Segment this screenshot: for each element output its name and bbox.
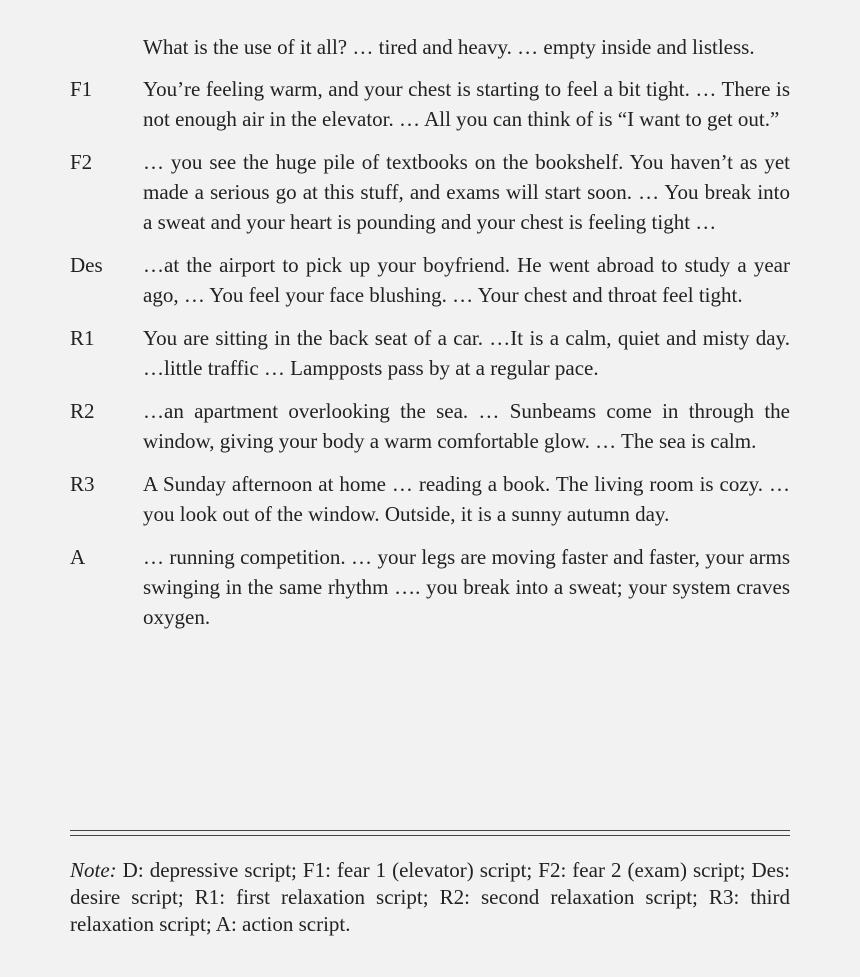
table-row (70, 542, 790, 632)
row-code: R1 (70, 326, 95, 350)
table-row (70, 469, 790, 529)
table-row (70, 147, 790, 237)
table-bottom-rule-second (70, 835, 790, 836)
row-code: Des (70, 253, 103, 277)
row-text: What is the use of it all? … tired and heavy. … empty inside and listless. (143, 35, 755, 59)
table-row (70, 250, 790, 310)
row-code: A (70, 545, 86, 569)
table-row (70, 323, 790, 383)
row-text: You’re feeling warm, and your chest is starting to feel a bit tight. … There is not enough air in the elevator. … All you can think of is “I want to get out.” (143, 77, 790, 131)
row-text: … running competition. … your legs are moving faster and faster, your arms swinging in the same rhythm …. you break into a sweat; your system craves oxygen. (143, 545, 790, 629)
note-label: Note: (70, 858, 117, 882)
row-code: R2 (70, 399, 95, 423)
table-row (70, 34, 790, 61)
note-text: D: depressive script; F1: fear 1 (elevator) script; F2: fear 2 (exam) script; Des: desire script; R1: first relaxation script; R2: second relaxation script; R3: third relaxation script; A: action script. (70, 858, 790, 936)
table-note (70, 857, 790, 938)
row-text: … you see the huge pile of textbooks on the bookshelf. You haven’t as yet made a serious go at this stuff, and exams will start soon. … You break into a sweat and your heart is pounding and your chest is feeling tight … (143, 150, 790, 234)
row-text: …an apartment overlooking the sea. … Sunbeams come in through the window, giving your body a warm comfortable glow. … The sea is calm. (143, 399, 790, 453)
table-bottom-rule (70, 830, 790, 831)
row-code: F1 (70, 77, 93, 101)
row-text: You are sitting in the back seat of a car. …It is a calm, quiet and misty day. …little traffic … Lampposts pass by at a regular pace. (143, 326, 790, 380)
table-row (70, 396, 790, 456)
script-table (70, 34, 790, 645)
row-code: F2 (70, 150, 93, 174)
row-text: …at the airport to pick up your boyfriend. He went abroad to study a year ago, … You feel your face blushing. … Your chest and throat feel tight. (143, 253, 790, 307)
row-text: A Sunday afternoon at home … reading a book. The living room is cozy. … you look out of the window. Outside, it is a sunny autumn day. (143, 472, 790, 526)
table-row (70, 74, 790, 134)
row-code: R3 (70, 472, 95, 496)
